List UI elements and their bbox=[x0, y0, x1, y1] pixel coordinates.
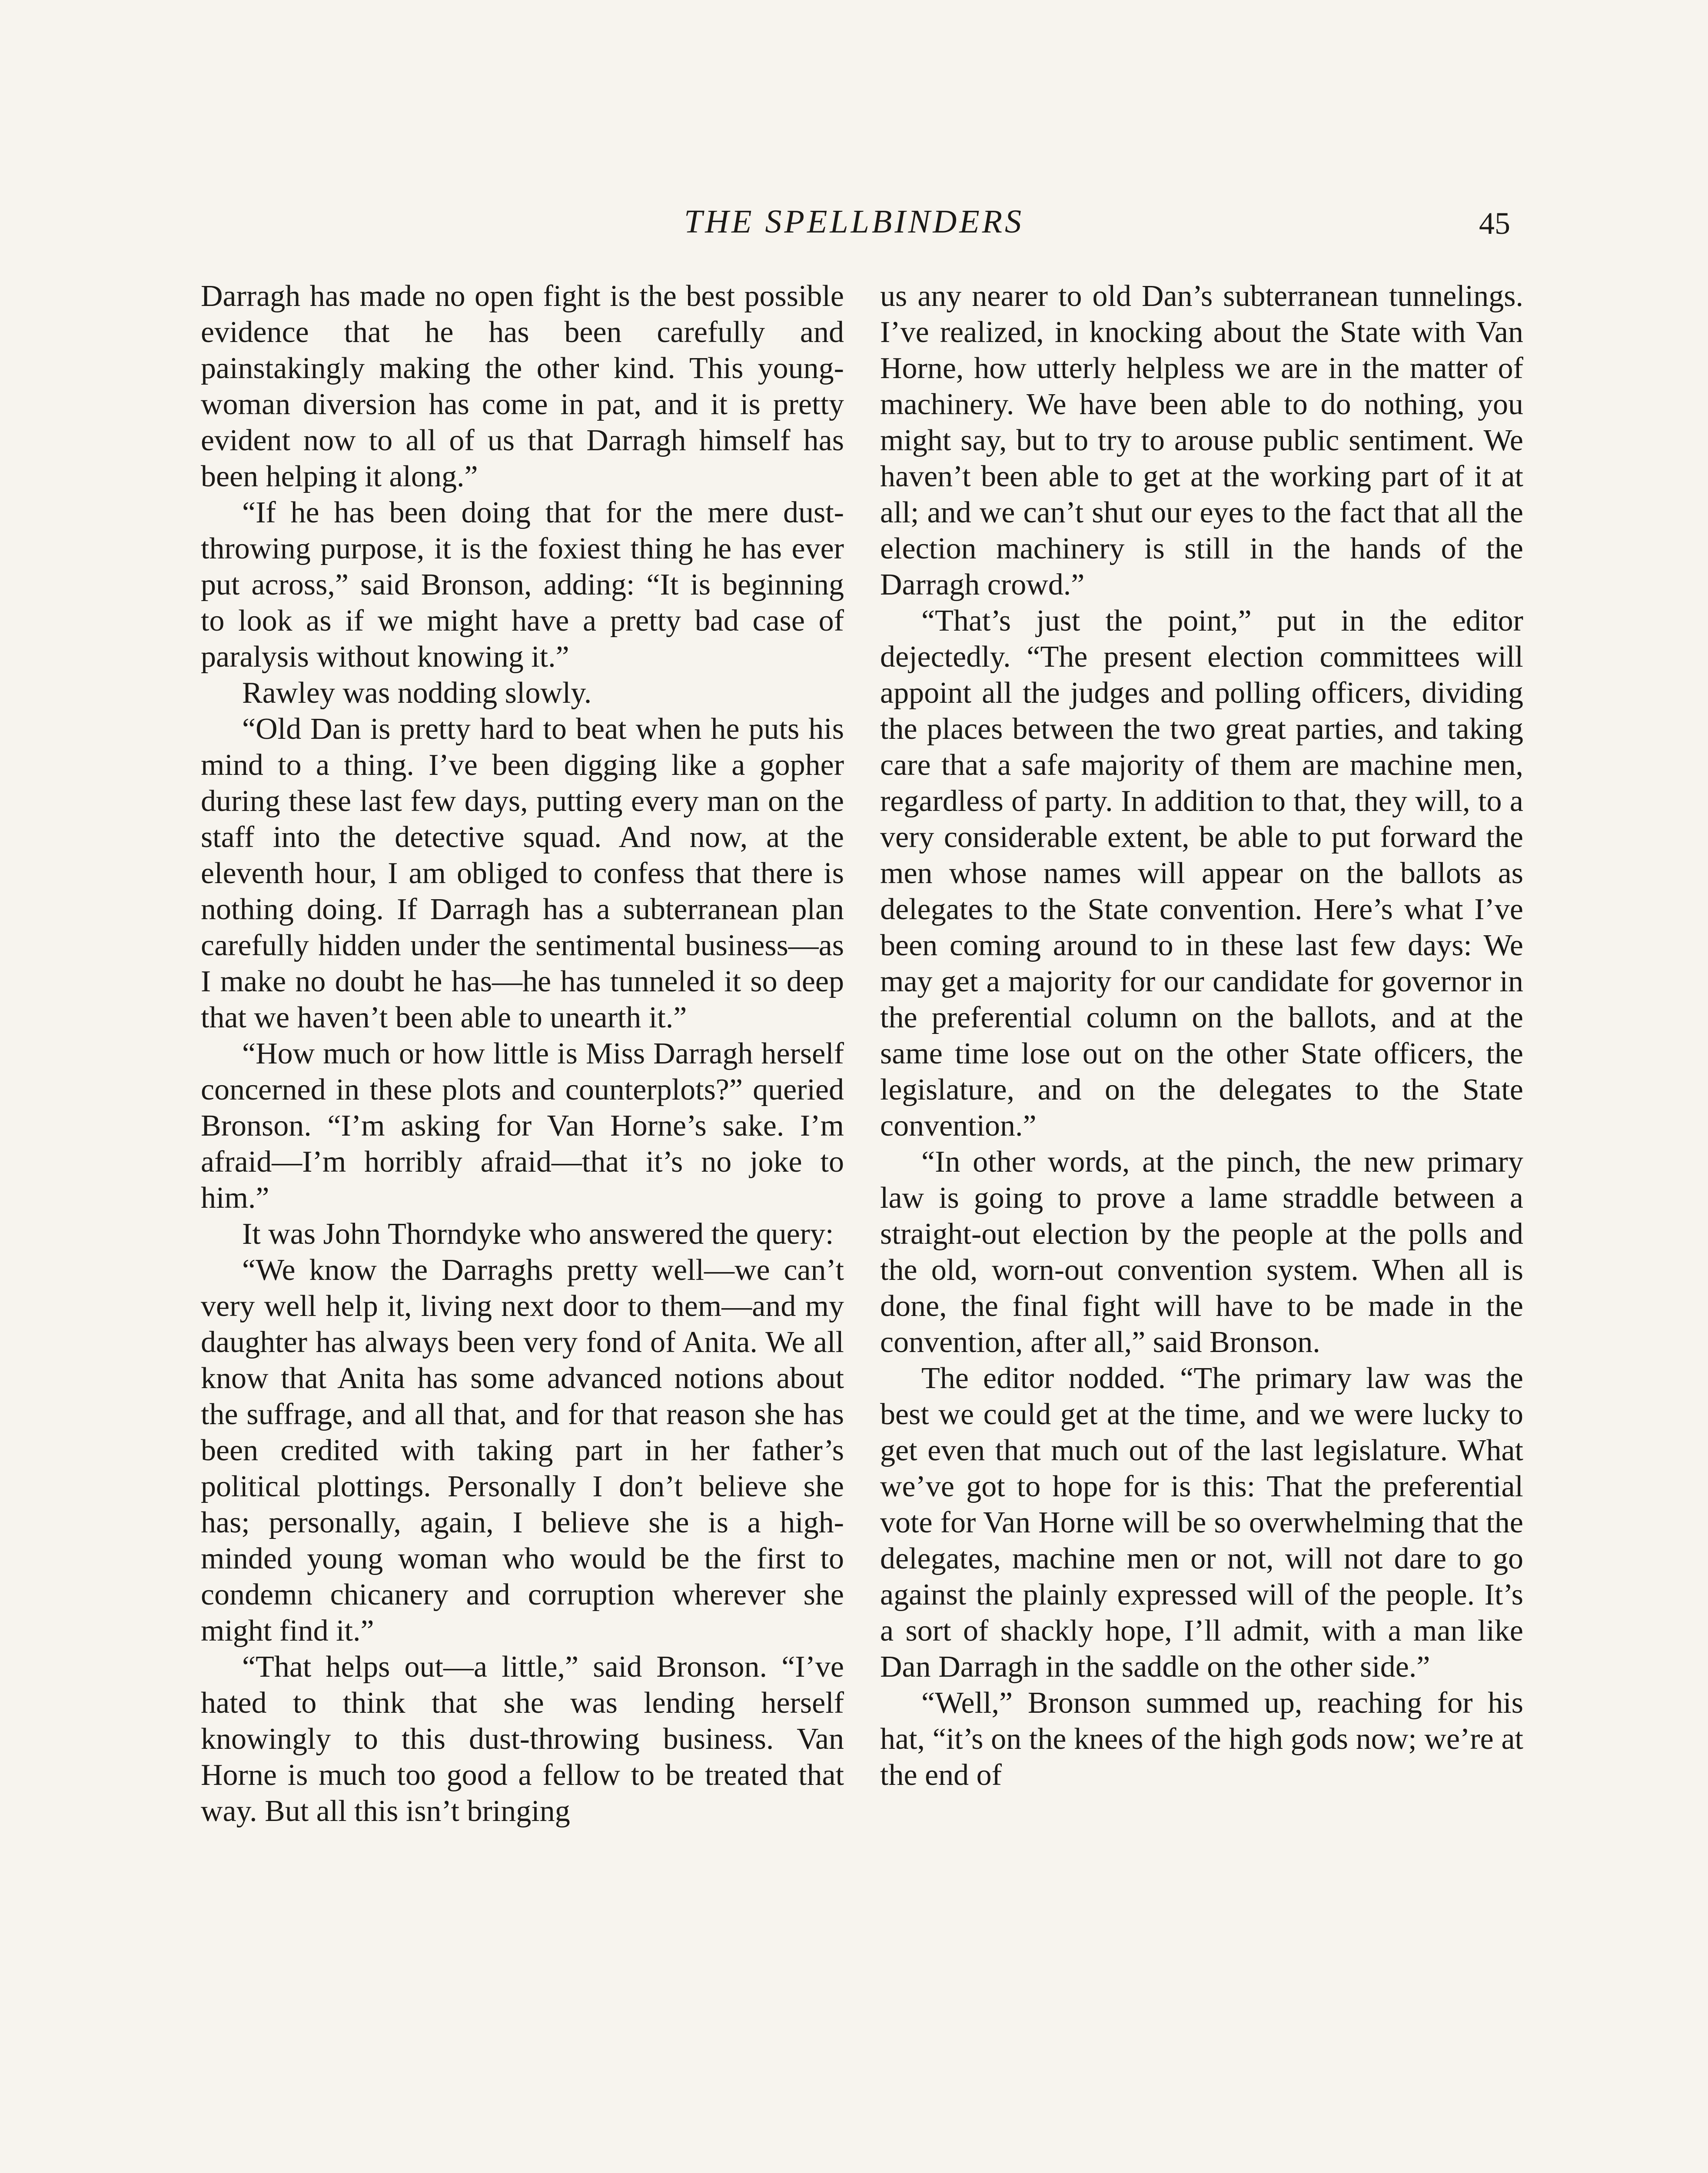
paragraph: “If he has been doing that for the mere dust-throwing purpose, it is the foxiest thing he has ever put across,” said Bronson, adding: “It is beginning to look as if we might have a pretty bad case of paralysis without knowing it.” bbox=[201, 496, 844, 674]
running-title: THE SPELLBINDERS bbox=[684, 203, 1024, 240]
paragraph: Rawley was nodding slowly. bbox=[242, 676, 592, 710]
paragraph: The editor nodded. “The primary law was the best we could get at the time, and we were lucky to get even that much out of the last legislature. What we’ve got to hope for is this: That the preferential vote for Van Horne will be so overwhelming that the delegates, machine men or not, will not dare to go against the plainly expressed will of the people. It’s a sort of shackly hope, I’ll admit, with a man like Dan Darragh in the saddle on the other side.” bbox=[880, 1362, 1523, 1684]
paragraph: “That’s just the point,” put in the editor dejectedly. “The present election committees will appoint all the judges and polling officers, dividing the places between the two great parties, and taking care that a safe majority of them are machine men, regardless of party. In addition to that, they will, to a very considerable extent, be able to put forward the men whose names will appear on the ballots as delegates to the State convention. Here’s what I’ve been coming around to in these last few days: We may get a majority for our candidate for governor in the preferential column on the ballots, and at the same time lose out on the other State officers, the legislature, and on the delegates to the State convention.” bbox=[880, 604, 1523, 1143]
paragraph: “Well,” Bronson summed up, reaching for his hat, “it’s on the knees of the high gods now; we’re at the end of bbox=[880, 1686, 1523, 1792]
right-column bbox=[880, 278, 1523, 1793]
page-header bbox=[0, 198, 1708, 250]
paragraph: “We know the Darraghs pretty well—we can’t very well help it, living next door to them—and my daughter has always been very fond of Anita. We all know that Anita has some advanced notions about the suffrage, and all that, and for that reason she has been credited with taking part in her father’s political plottings. Personally I don’t believe she has; personally, again, I believe she is a high-minded young woman who would be the first to condemn chicanery and corruption wherever she might find it.” bbox=[201, 1253, 844, 1648]
paragraph: It was John Thorndyke who answered the query: bbox=[242, 1217, 834, 1251]
paragraph: Darragh has made no open fight is the best possible evidence that he has been carefully and painstakingly making the other kind. This young-woman diversion has come in pat, and it is pretty evident now to all of us that Darragh himself has been helping it along.” bbox=[201, 279, 844, 493]
page-number: 45 bbox=[1479, 206, 1510, 241]
paragraph: us any nearer to old Dan’s subterranean tunnelings. I’ve realized, in knocking about the State with Van Horne, how utterly helpless we are in the matter of machinery. We have been able to do nothing, you might say, but to try to arouse public sentiment. We haven’t been able to get at the working part of it at all; and we can’t shut our eyes to the fact that all the election machinery is still in the hands of the Darragh crowd.” bbox=[880, 279, 1523, 601]
paragraph: “That helps out—a little,” said Bronson. “I’ve hated to think that she was lending herself knowingly to this dust-throwing business. Van Horne is much too good a fellow to be treated that way. But all this isn’t bringing bbox=[201, 1650, 844, 1828]
paragraph: “In other words, at the pinch, the new primary law is going to prove a lame straddle between a straight-out election by the people at the polls and the old, worn-out convention system. When all is done, the final fight will have to be made in the convention, after all,” said Bronson. bbox=[880, 1145, 1523, 1359]
paragraph: “Old Dan is pretty hard to beat when he puts his mind to a thing. I’ve been digging like a gopher during these last few days, putting every man on the staff into the detective squad. And now, at the eleventh hour, I am obliged to confess that there is nothing doing. If Darragh has a subterranean plan carefully hidden under the sentimental business—as I make no doubt he has—he has tunneled it so deep that we haven’t been able to unearth it.” bbox=[201, 712, 844, 1034]
paragraph: “How much or how little is Miss Darragh herself concerned in these plots and counterplots?” queried Bronson. “I’m asking for Van Horne’s sake. I’m afraid—I’m horribly afraid—that it’s no joke to him.” bbox=[201, 1037, 844, 1215]
left-column bbox=[201, 278, 844, 1829]
